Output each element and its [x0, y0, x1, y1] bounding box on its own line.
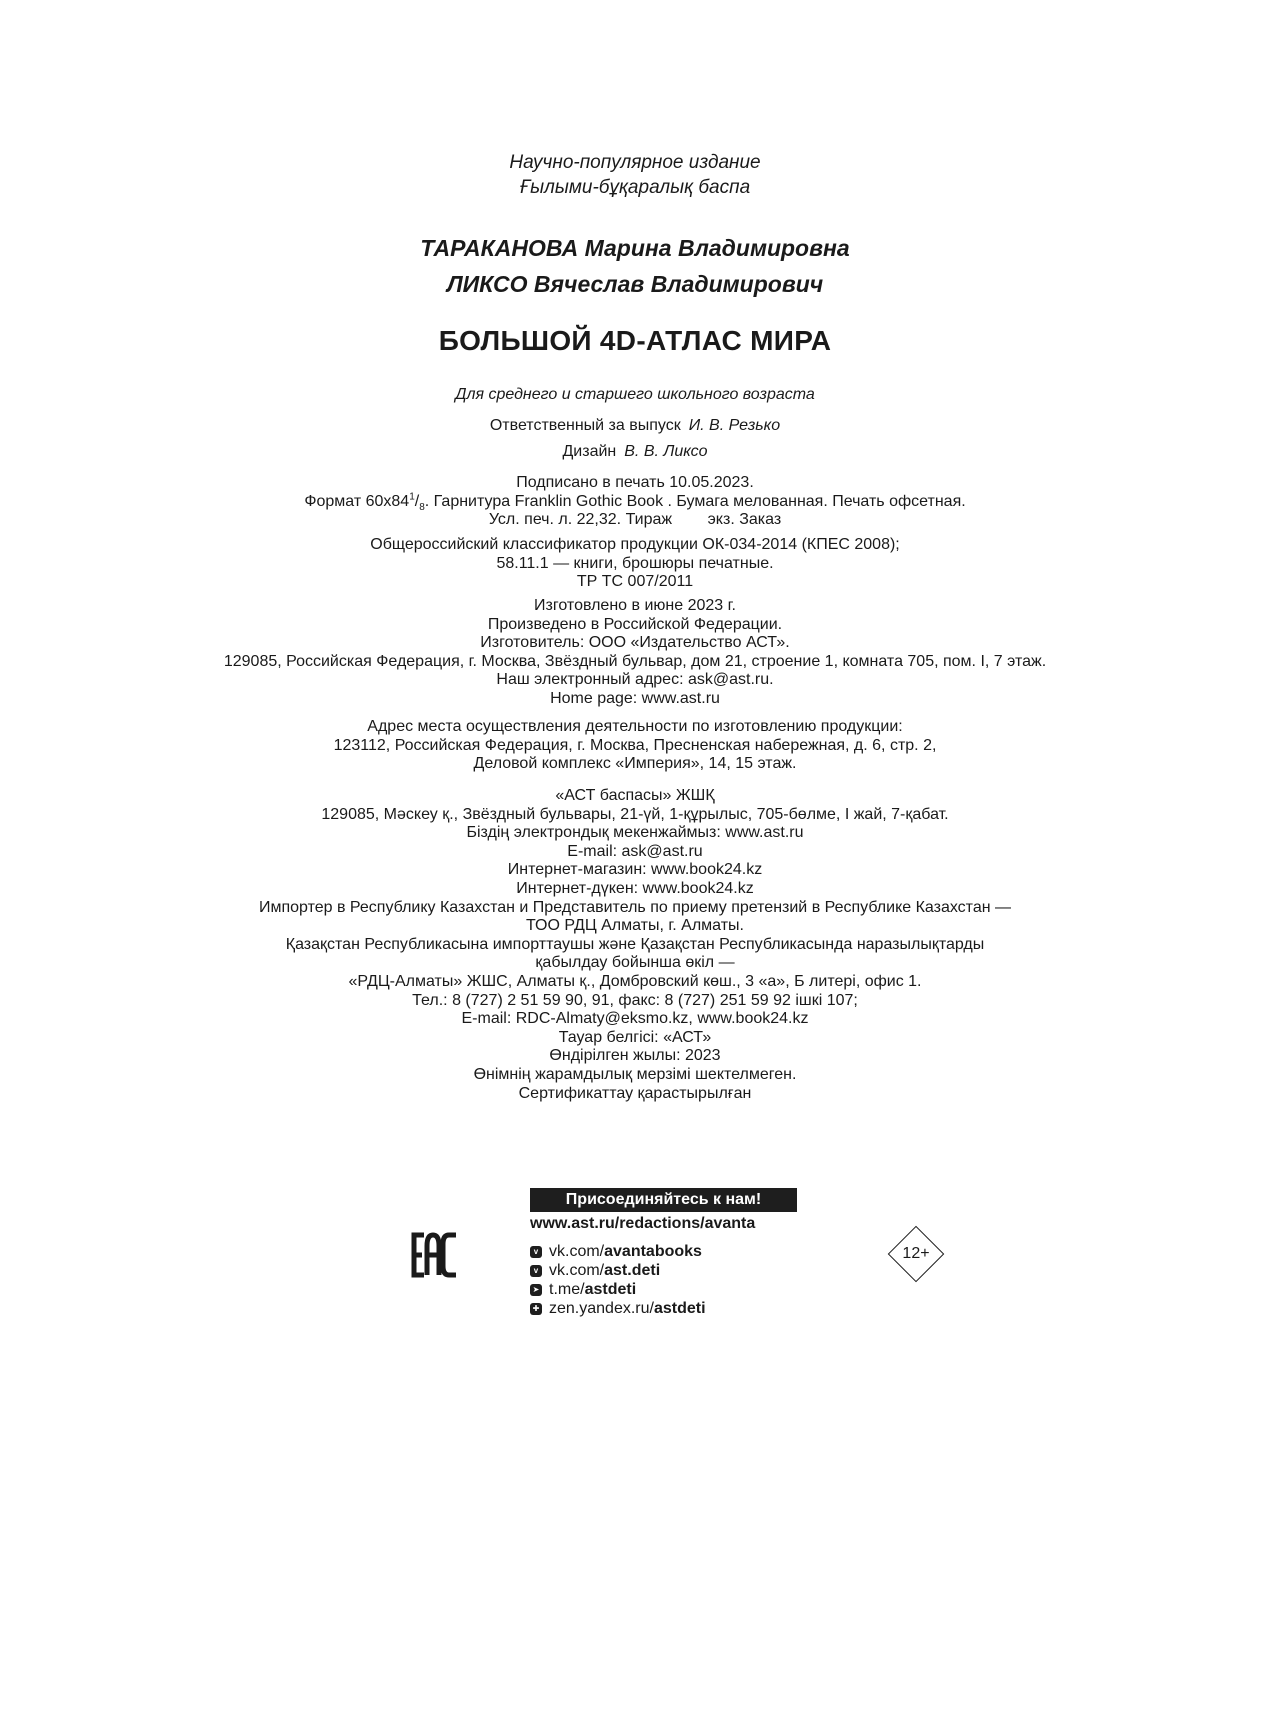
audience-age: Для среднего и старшего школьного возраста: [455, 386, 815, 403]
manufacturer-line: Изготовитель: ООО «Издательство АСТ».: [480, 634, 790, 652]
kz-line: Тел.: 8 (727) 2 51 59 90, 91, факс: 8 (727) 251 59 92 ішкі 107;: [412, 991, 858, 1009]
manufacturer-line: Наш электронный адрес: ask@ast.ru.: [496, 671, 774, 689]
kz-line: «РДЦ-Алматы» ЖШС, Алматы қ., Домбровский көш., 3 «а», Б литері, офис 1.: [348, 972, 922, 990]
kz-line: Импортер в Республику Казахстан и Представитель по приему претензий в Республике Казахстан —: [258, 898, 1012, 916]
social-prefix: t.me/: [549, 1281, 585, 1298]
classifier-info: [0, 536, 1270, 592]
social-handle: astdeti: [653, 1300, 706, 1317]
vk-icon: v: [530, 1265, 542, 1277]
print-info: [0, 474, 1270, 530]
eac-mark-icon: [410, 1232, 460, 1278]
social-link-vk-avantabooks[interactable]: [530, 1242, 706, 1261]
social-handle: astdeti: [584, 1281, 637, 1298]
kz-line: Интернет-дүкен: www.book24.kz: [516, 879, 754, 897]
age-rating-badge: [888, 1226, 944, 1282]
manufacturer-line: Home page: www.ast.ru: [550, 689, 720, 707]
kz-line: Өндірілген жылы: 2023: [549, 1047, 721, 1065]
social-link-vk-astdeti[interactable]: [530, 1261, 706, 1280]
manufacturer-info: [0, 597, 1270, 709]
address-line: Деловой комплекс «Империя», 14, 15 этаж.: [473, 755, 797, 773]
design-name: В. В. Ликсо: [624, 443, 708, 460]
authors: [0, 230, 1270, 302]
classifier-line: Общероссийский классификатор продукции ОК-034-2014 (КПЕС 2008);: [370, 536, 900, 553]
social-prefix: vk.com/: [549, 1243, 605, 1260]
format-slash: /: [414, 492, 420, 510]
credit-responsible: [0, 417, 1270, 435]
social-handle: avantabooks: [604, 1243, 702, 1260]
join-url-link[interactable]: www.ast.ru/redactions/avanta: [530, 1215, 756, 1232]
format-prefix: Формат 60х84: [304, 492, 410, 510]
manufacturer-line: Изготовлено в июне 2023 г.: [534, 597, 736, 614]
social-links: [530, 1242, 706, 1318]
kazakhstan-info: [0, 787, 1270, 1103]
kz-line: Өнімнің жарамдылық мерзімі шектелмеген.: [473, 1065, 797, 1083]
join-us-banner: Присоединяйтесь к нам!: [530, 1188, 797, 1212]
book-title: БОЛЬШОЙ 4D-АТЛАС МИРА: [438, 325, 832, 356]
kz-line: Сертификаттау қарастырылған: [518, 1084, 752, 1102]
responsible-label: Ответственный за выпуск: [489, 417, 681, 434]
telegram-icon: ➤: [530, 1284, 542, 1296]
edition-type: [0, 150, 1270, 200]
social-handle: ast.deti: [604, 1262, 661, 1279]
classifier-line: 58.11.1 — книги, брошюры печатные.: [496, 554, 774, 572]
design-label: Дизайн: [562, 443, 617, 460]
manufacturer-line: Произведено в Российской Федерации.: [487, 615, 783, 633]
kz-line: Тауар белгісі: «АСТ»: [558, 1028, 712, 1046]
social-link-zen[interactable]: [530, 1299, 706, 1318]
format-sub: 8: [419, 501, 425, 513]
social-prefix: zen.yandex.ru/: [549, 1300, 654, 1317]
print-format: [0, 493, 1270, 512]
zen-icon: ✚: [530, 1303, 542, 1315]
production-address: [0, 718, 1270, 774]
kz-line: қабылдау бойынша өкіл —: [535, 954, 735, 972]
manufacturer-line: 129085, Российская Федерация, г. Москва, Звёздный бульвар, дом 21, строение 1, комната 705, пом. I, 7 этаж.: [223, 652, 1047, 670]
format-suffix: . Гарнитура Franklin Gothic Book . Бумага мелованная. Печать офсетная.: [424, 492, 966, 510]
print-sheets: Усл. печ. л. 22,32. Тираж экз. Заказ: [488, 511, 782, 529]
credit-design: [0, 443, 1270, 461]
author-2: ЛИКСО Вячеслав Владимирович: [446, 271, 824, 297]
format-sup: 1: [409, 491, 415, 503]
kz-line: Қазақстан Республикасына импорттаушы және Қазақстан Республикасында наразылықтарды: [285, 935, 985, 953]
vk-icon: v: [530, 1246, 542, 1258]
author-1: ТАРАКАНОВА Марина Владимировна: [420, 235, 850, 261]
age-rating-label: 12+: [902, 1245, 930, 1262]
edition-type-kz: Ғылыми-бұқаралық баспа: [519, 177, 751, 198]
kz-line: Біздің электрондық мекенжаймыз: www.ast.ru: [466, 824, 804, 842]
address-line: 123112, Российская Федерация, г. Москва, Пресненская набережная, д. 6, стр. 2,: [333, 736, 937, 754]
kz-line: E-mail: RDC-Almaty@eksmo.kz, www.book24.kz: [461, 1010, 809, 1028]
kz-line: 129085, Мәскеу қ., Звёздный бульвары, 21-үй, 1-құрылыс, 705-бөлме, I жай, 7-қабат.: [321, 805, 949, 823]
classifier-line: ТР ТС 007/2011: [576, 573, 694, 591]
social-link-telegram[interactable]: [530, 1280, 706, 1299]
kz-line: «АСТ баспасы» ЖШҚ: [555, 787, 715, 804]
edition-type-ru: Научно-популярное издание: [509, 152, 761, 173]
kz-line: E-mail: ask@ast.ru: [567, 842, 703, 860]
address-line: Адрес места осуществления деятельности по изготовлению продукции:: [367, 718, 903, 735]
kz-line: Интернет-магазин: www.book24.kz: [507, 861, 763, 879]
social-prefix: vk.com/: [549, 1262, 605, 1279]
print-signed: Подписано в печать 10.05.2023.: [516, 474, 754, 491]
responsible-name: И. В. Резько: [688, 417, 781, 434]
kz-line: ТОО РДЦ Алматы, г. Алматы.: [526, 917, 744, 935]
